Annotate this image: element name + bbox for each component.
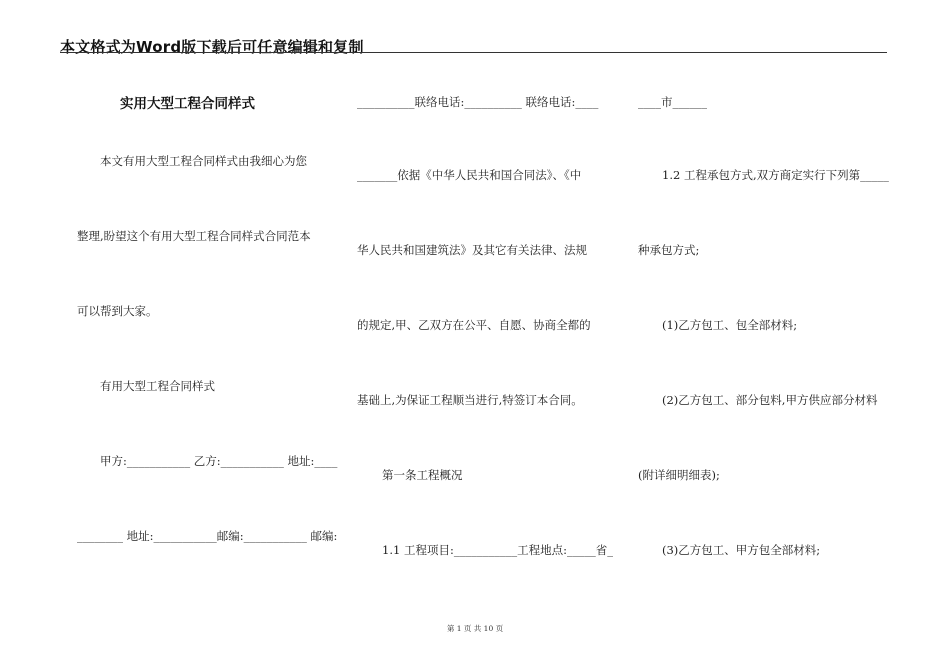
text-line: 华人民共和国建筑法》及其它有关法律、法规: [357, 243, 587, 257]
list-item: (3)乙方包工、甲方包全部材料;: [662, 543, 821, 557]
text-line: 基础上,为保证工程顺当进行,特签订本合同。: [357, 393, 583, 407]
text-line: 种承包方式;: [638, 243, 700, 257]
text-line: (附详细明细表);: [638, 468, 720, 482]
list-item: (1)乙方包工、包全部材料;: [662, 318, 798, 332]
text-line: 整理,盼望这个有用大型工程合同样式合同范本: [77, 229, 311, 243]
text-line: 本文有用大型工程合同样式由我细心为您: [100, 154, 307, 168]
text-line: _______依据《中华人民共和国合同法》、《中: [357, 168, 582, 182]
text-line: 甲方:___________ 乙方:___________ 地址:____: [100, 454, 338, 468]
text-line: 1.1 工程项目:___________工程地点:_____省_: [382, 543, 613, 557]
text-line: 1.2 工程承包方式,双方商定实行下列第_____: [662, 168, 889, 182]
document-banner: 本文格式为Word版下载后可任意编辑和复制: [60, 38, 364, 56]
text-line: __________联络电话:__________ 联络电话:____: [357, 95, 599, 109]
text-line: ________ 地址:___________邮编:___________ 邮编:: [77, 529, 338, 543]
page-number: 第 1 页 共 10 页: [446, 624, 504, 633]
document-title: 实用大型工程合同样式: [120, 96, 255, 112]
section-heading: 第一条工程概况: [382, 468, 463, 482]
list-item: (2)乙方包工、部分包料,甲方供应部分材料: [662, 393, 878, 407]
text-line: 的规定,甲、乙双方在公平、自愿、协商全都的: [357, 318, 591, 332]
text-line: 可以帮到大家。: [77, 304, 158, 318]
header-divider: [60, 52, 887, 53]
text-line: ____市______: [638, 95, 707, 109]
section-heading: 有用大型工程合同样式: [100, 379, 215, 393]
